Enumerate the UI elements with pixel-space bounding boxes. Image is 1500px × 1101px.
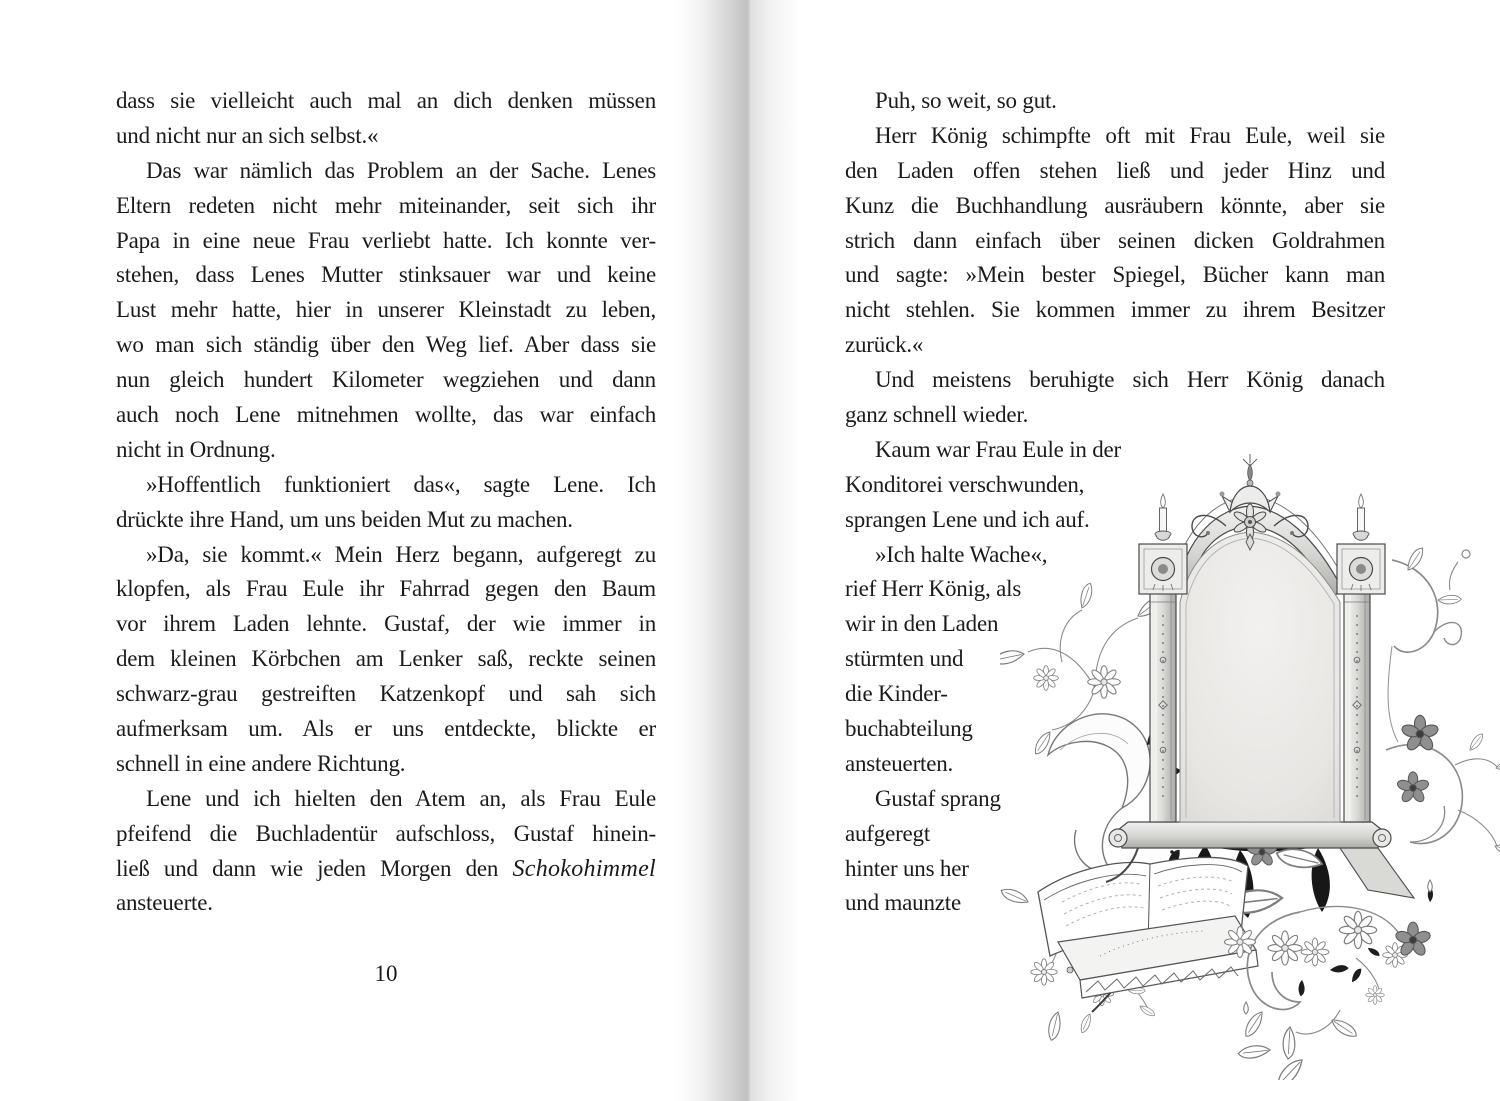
text-line: strich dann einfach über seinen dicken Goldrahmen — [845, 227, 1385, 253]
text-line: nicht in Ordnung. — [116, 436, 276, 462]
text-line: Kaum war Frau Eule in der — [875, 436, 1122, 462]
text-line: die Kinder- — [845, 681, 948, 707]
text-line: »Ich halte Wache«, — [875, 541, 1048, 567]
text-line: zurück.« — [845, 332, 924, 358]
text-line: klopfen, als Frau Eule ihr Fahrrad gegen den Baum — [116, 576, 656, 602]
text-line: Papa in eine neue Frau verliebt hatte. Ich konnte ver- — [116, 227, 656, 253]
text-line: Und meistens beruhigte sich Herr König danach — [875, 367, 1385, 393]
text-line: hinter uns her — [845, 855, 969, 881]
page-gutter-shadow — [676, 0, 800, 1101]
mirror-illustration — [1000, 450, 1500, 1080]
text-line: wo man sich ständig über den Weg lief. Aber dass sie — [116, 332, 656, 358]
text-line: »Hoffentlich funktioniert das«, sagte Lene. Ich — [146, 471, 656, 497]
text-line: aufgeregt — [845, 820, 931, 846]
text-line: aufmerksam um. Als er uns entdeckte, blickte er — [116, 716, 656, 742]
text-line: sprangen Lene und ich auf. — [845, 506, 1090, 532]
text-line: drückte ihre Hand, um uns beiden Mut zu machen. — [116, 506, 573, 532]
text-line: und nicht nur an sich selbst.« — [116, 122, 379, 148]
text-line: Das war nämlich das Problem an der Sache. Lenes — [146, 157, 656, 183]
text-line: schnell in eine andere Richtung. — [116, 750, 406, 776]
text-line: »Da, sie kommt.« Mein Herz begann, aufgeregt zu — [146, 541, 656, 567]
left-page-text — [116, 84, 656, 921]
text-line: Lene und ich hielten den Atem an, als Frau Eule — [146, 785, 656, 811]
text-line: rief Herr König, als — [845, 576, 1022, 602]
text-line: stehen, dass Lenes Mutter stinksauer war und keine — [116, 262, 656, 288]
text-line: dem kleinen Körbchen am Lenker saß, reckte seinen — [116, 646, 656, 672]
text-line: buchabteilung — [845, 716, 973, 742]
text-line: wir in den Laden — [845, 611, 999, 637]
text-line: schwarz-grau gestreiften Katzenkopf und sah sich — [116, 681, 656, 707]
text-line: ließ und dann wie jeden Morgen den Schokohimmel — [116, 855, 656, 882]
text-line: Kunz die Buchhandlung ausräubern könnte, aber sie — [845, 192, 1385, 218]
text-line: Lust mehr hatte, hier in unserer Kleinstadt zu leben, — [116, 297, 656, 323]
text-line: nicht stehlen. Sie kommen immer zu ihrem Besitzer — [845, 297, 1385, 323]
text-line: ansteuerte. — [116, 890, 213, 916]
text-line: ganz schnell wieder. — [845, 402, 1029, 428]
text-line: Eltern redeten nicht mehr miteinander, seit sich ihr — [116, 192, 656, 218]
script-word: Schokohimmel — [512, 855, 656, 882]
text-line: den Laden offen stehen ließ und jeder Hinz und — [845, 157, 1385, 183]
text-line: pfeifend die Buchladentür aufschloss, Gustaf hinein- — [116, 820, 656, 846]
text-line: Konditorei verschwunden, — [845, 471, 1085, 497]
text-line: Herr König schimpfte oft mit Frau Eule, weil sie — [875, 122, 1385, 148]
text-line: ansteuerten. — [845, 750, 954, 776]
text-line: auch noch Lene mitnehmen wollte, das war einfach — [116, 402, 656, 428]
page-number: 10 — [374, 961, 398, 986]
text-line: und maunzte — [845, 890, 961, 916]
text-line: dass sie vielleicht auch mal an dich denken müssen — [116, 88, 656, 113]
text-line: Gustaf sprang — [875, 785, 1001, 811]
text-line: Puh, so weit, so gut. — [875, 88, 1057, 113]
text-line: nun gleich hundert Kilometer wegziehen und dann — [116, 367, 656, 393]
text-line: und sagte: »Mein bester Spiegel, Bücher kann man — [845, 262, 1385, 288]
text-line: vor ihrem Laden lehnte. Gustaf, der wie immer in — [116, 611, 656, 637]
text-line: stürmten und — [845, 646, 964, 672]
